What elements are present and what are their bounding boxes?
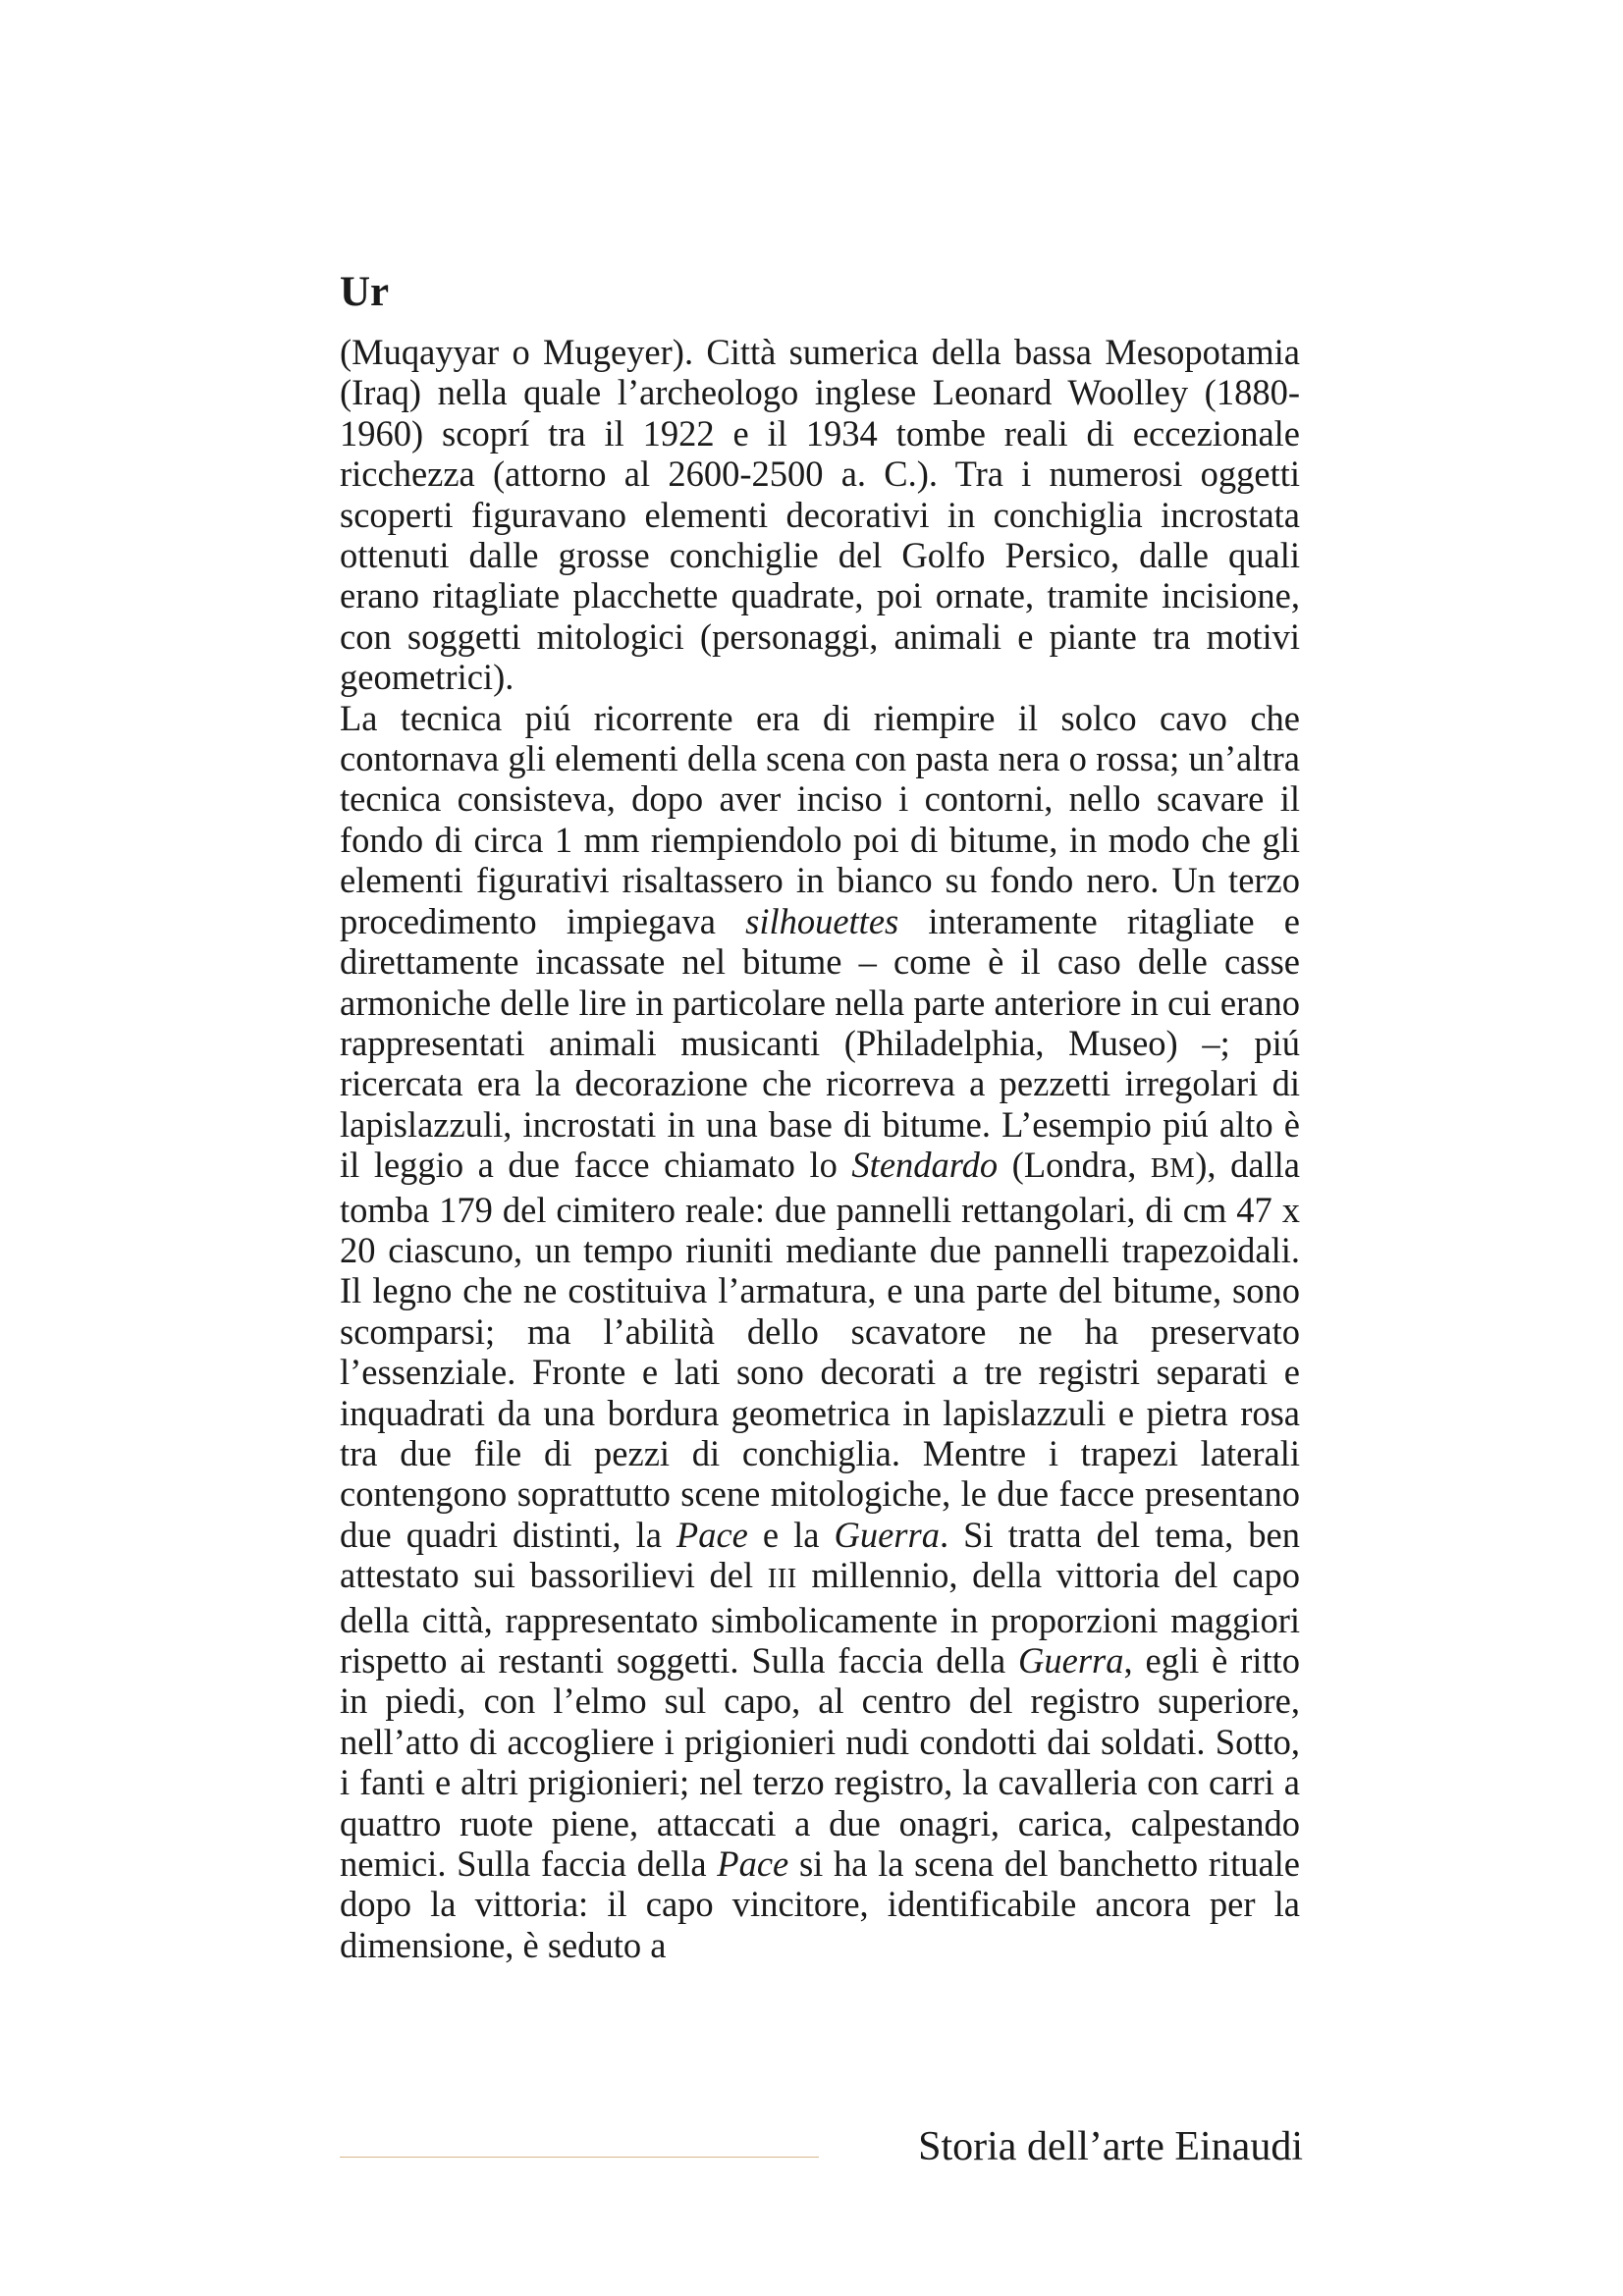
- paragraph-1: (Muqayyar o Mugeyer). Città sumerica della bassa Mesopotamia (Iraq) nella quale l’archeologo inglese Leonard Woolley (1880-1960) scoprí tra il 1922 e il 1934 tombe reali di eccezionale ricchezza (attorno al 2600-2500 a. C.). Tra i numerosi oggetti scoperti figuravano elementi decorativi in conchiglia incrostata ottenuti dalle grosse conchiglie del Golfo Persico, dalle quali erano ritagliate placchette quadrate, poi ornate, tramite incisione, con soggetti mitologici (personaggi, animali e piante tra motivi geometrici).: [340, 332, 1300, 698]
- small-caps-numeral: III: [767, 1564, 797, 1595]
- footer-brand: Storia dell’arte Einaudi: [918, 2124, 1303, 2169]
- italic-term: Pace: [717, 1843, 789, 1885]
- text-run: millennio, della vittoria del capo della città, rappresentato simbolicamente in proporzioni maggiori rispetto ai restanti soggetti. Sulla faccia della: [340, 1555, 1301, 1681]
- text-run: La tecnica piú ricorrente era di riempire il solco cavo che contornava gli elementi della scena con pasta nera o rossa; un’altra tecnica consisteva, dopo aver inciso i contorni, nello scavare il fondo di circa 1 mm riempiendolo poi di bitume, in modo che gli elementi figurativi risaltassero in bianco su fondo nero. Un terzo procedimento impiegava: [340, 697, 1300, 941]
- small-caps-abbr: BM: [1150, 1153, 1196, 1185]
- italic-term: Pace: [676, 1514, 748, 1555]
- entry-title: Ur: [340, 269, 390, 315]
- text-run: interamente ritagliate e direttamente incassate nel bitume – come è il caso delle casse armoniche delle lire in particolare nella parte anteriore in cui erano rappresentati animali musicanti (Philadelphia, Museo) –; piú ricercata era la decorazione che ricorreva a pezzetti irregolari di lapislazzuli, incrostati in una base di bitume. L’esempio piú alto è il leggio a due facce chiamato lo: [340, 900, 1301, 1186]
- paragraph-2: [340, 698, 1300, 1966]
- text-run: (Londra,: [998, 1145, 1151, 1186]
- italic-term: Stendardo: [851, 1145, 999, 1186]
- italic-term: Guerra: [834, 1514, 940, 1555]
- text-run: , egli è ritto in piedi, con l’elmo sul capo, al centro del registro superiore, nell’atto di accogliere i prigionieri nudi condotti dai soldati. Sotto, i fanti e altri prigionieri; nel terzo registro, la cavalleria con carri a quattro ruote piene, attaccati a due onagri, carica, calpestando nemici. Sulla faccia della: [340, 1640, 1300, 1885]
- text-run: ), dalla tomba 179 del cimitero reale: due pannelli rettangolari, di cm 47 x 20 ciascuno, un tempo riuniti mediante due pannelli trapezoidali. Il legno che ne costituiva l’armatura, e una parte del bitume, sono scomparsi; ma l’abilità dello scavatore ne ha preservato l’essenziale. Fronte e lati sono decorati a tre registri separati e inquadrati da una bordura geometrica in lapislazzuli e pietra rosa tra due file di pezzi di conchiglia. Mentre i trapezi laterali contengono soprattutto scene mitologiche, le due facce presentano due quadri distinti, la: [340, 1145, 1300, 1555]
- italic-term: Guerra: [1018, 1640, 1124, 1681]
- footer-rule: [340, 2157, 819, 2158]
- italic-term: silhouettes: [745, 900, 899, 941]
- text-run: . Si tratta del tema, ben attestato sui bassorilievi del: [340, 1514, 1300, 1596]
- entry-body: [340, 332, 1300, 1965]
- text-run: si ha la scena del banchetto rituale dopo la vittoria: il capo vincitore, identificabile ancora per la dimensione, è seduto a: [340, 1843, 1300, 1965]
- text-run: e la: [747, 1514, 835, 1555]
